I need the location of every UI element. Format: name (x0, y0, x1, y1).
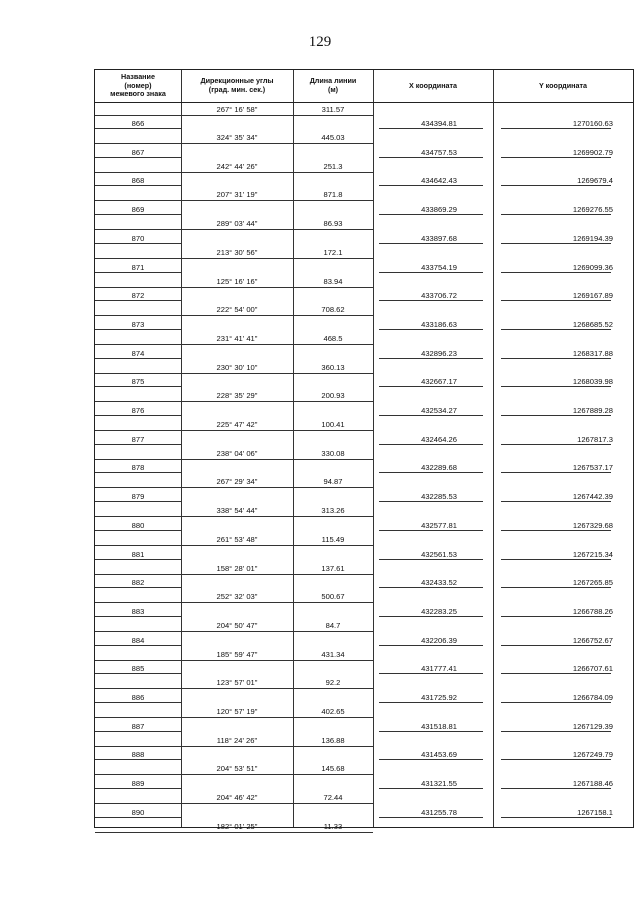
x-coordinate: 431255.78 (421, 807, 457, 817)
y-coordinate: 1267537.17 (572, 463, 613, 473)
line-length: 200.93 (321, 391, 345, 401)
x-coordinate: 434642.43 (421, 176, 457, 186)
row-rule (95, 373, 181, 374)
row-rule (501, 616, 611, 617)
direction-angle: 222° 54' 00" (216, 305, 258, 315)
y-coordinate: 1266707.61 (572, 664, 613, 674)
point-name: 872 (131, 291, 145, 301)
first-angle: 267° 16' 58" (216, 105, 258, 114)
point-name: 890 (131, 807, 145, 817)
line-length: 83.94 (323, 276, 343, 286)
table-row (95, 174, 633, 203)
y-coordinate: 1269099.36 (572, 262, 613, 272)
point-name: 888 (131, 750, 145, 760)
table-row (95, 748, 633, 777)
direction-angle: 242° 44' 26" (216, 161, 258, 171)
row-rule (181, 746, 373, 747)
row-rule (181, 315, 373, 316)
row-rule (501, 472, 611, 473)
row-rule (501, 759, 611, 760)
row-rule (181, 660, 373, 661)
y-coordinate: 1267442.39 (572, 492, 613, 502)
x-coordinate: 431453.69 (421, 750, 457, 760)
row-rule (379, 386, 483, 387)
y-coordinate: 1267889.28 (572, 406, 613, 415)
y-coordinate: 1269167.89 (572, 291, 613, 301)
row-rule (501, 788, 611, 789)
x-coordinate: 432283.25 (421, 606, 457, 616)
point-name: 866 (131, 119, 145, 128)
row-rule (95, 688, 181, 689)
x-coordinate: 432206.39 (421, 635, 457, 645)
table-row (95, 318, 633, 347)
row-rule (181, 545, 373, 546)
table-row (95, 289, 633, 318)
y-coordinate: 1267188.46 (572, 779, 613, 789)
row-rule (181, 229, 373, 230)
point-name: 885 (131, 664, 145, 674)
y-coordinate: 1266788.26 (572, 606, 613, 616)
row-rule (379, 415, 483, 416)
row-rule (379, 472, 483, 473)
row-rule (95, 788, 181, 789)
x-coordinate: 432534.27 (421, 406, 457, 415)
table-header (95, 70, 633, 103)
line-length: 137.61 (321, 563, 345, 573)
line-length: 172.1 (323, 247, 343, 257)
y-coordinate: 1269194.39 (572, 233, 613, 243)
table-row (95, 634, 633, 663)
row-rule (181, 115, 373, 116)
line-length: 84.7 (325, 620, 341, 630)
row-rule (95, 401, 181, 402)
point-name: 871 (131, 262, 145, 272)
point-name: 887 (131, 721, 145, 731)
row-rule (501, 731, 611, 732)
y-coordinate: 1268039.98 (572, 377, 613, 387)
direction-angle: 230° 30' 10" (216, 362, 258, 372)
row-rule (379, 358, 483, 359)
point-name: 881 (131, 549, 145, 559)
y-coordinate: 1269276.55 (572, 205, 613, 215)
row-rule (379, 214, 483, 215)
table-row (95, 720, 633, 749)
line-length: 94.87 (323, 477, 343, 487)
row-rule (501, 559, 611, 560)
row-rule (501, 272, 611, 273)
page-number: 129 (308, 34, 332, 50)
row-rule (181, 688, 373, 689)
row-rule (379, 329, 483, 330)
row-rule (181, 401, 373, 402)
table-row (95, 261, 633, 290)
direction-angle: 207° 31' 19" (216, 190, 258, 200)
row-rule (379, 559, 483, 560)
row-rule (95, 430, 181, 431)
row-rule (181, 717, 373, 718)
row-rule (95, 516, 181, 517)
header-name: Название (номер) межевого знака (110, 72, 166, 99)
direction-angle: 123° 57' 01" (216, 678, 258, 688)
point-name: 877 (131, 434, 145, 444)
point-name: 867 (131, 147, 145, 157)
row-rule (95, 344, 181, 345)
row-rule (95, 115, 181, 116)
y-coordinate: 1268685.52 (572, 319, 613, 329)
row-rule (95, 731, 181, 732)
line-length: 445.03 (321, 133, 345, 142)
row-rule (95, 774, 181, 775)
direction-angle: 118° 24' 26" (216, 735, 258, 745)
row-rule (379, 243, 483, 244)
table-row (95, 433, 633, 462)
row-rule (95, 631, 181, 632)
direction-angle: 120° 57' 19" (216, 707, 258, 716)
table-row (95, 203, 633, 232)
row-rule (95, 559, 181, 560)
line-length: 115.49 (321, 534, 345, 544)
x-coordinate: 432667.17 (421, 377, 457, 387)
row-rule (95, 358, 181, 359)
row-rule (95, 501, 181, 502)
table-row (95, 232, 633, 261)
row-rule (95, 300, 181, 301)
point-name: 879 (131, 492, 145, 502)
y-coordinate: 1269679.4 (577, 176, 613, 186)
row-rule (95, 545, 181, 546)
row-rule (379, 645, 483, 646)
row-rule (95, 444, 181, 445)
line-length: 871.8 (323, 190, 343, 200)
line-length: 402.65 (321, 707, 345, 716)
y-coordinate: 1270160.63 (572, 119, 613, 128)
line-length: 145.68 (321, 764, 345, 774)
y-coordinate: 1267215.34 (572, 549, 613, 559)
point-name: 878 (131, 463, 145, 473)
direction-angle: 204° 53' 51" (216, 764, 258, 774)
table-row (95, 146, 633, 175)
line-length: 251.3 (323, 161, 343, 171)
row-rule (95, 415, 181, 416)
row-rule (95, 128, 181, 129)
row-rule (379, 157, 483, 158)
line-length: 136.88 (321, 735, 345, 745)
line-length: 468.5 (323, 333, 343, 343)
table-row (95, 404, 633, 433)
point-name: 869 (131, 205, 145, 215)
direction-angle: 225° 47' 42" (216, 420, 258, 429)
x-coordinate: 431725.92 (421, 693, 457, 702)
row-rule (379, 673, 483, 674)
y-coordinate: 1269902.79 (572, 147, 613, 157)
row-rule (95, 287, 181, 288)
direction-angle: 204° 50' 47" (216, 620, 258, 630)
row-rule (95, 386, 181, 387)
row-rule (379, 272, 483, 273)
row-rule (95, 759, 181, 760)
row-rule (181, 602, 373, 603)
coordinates-table (94, 69, 634, 831)
row-rule (181, 459, 373, 460)
row-rule (95, 243, 181, 244)
y-coordinate: 1267265.85 (572, 578, 613, 588)
x-coordinate: 433754.19 (421, 262, 457, 272)
row-rule (95, 587, 181, 588)
row-rule (501, 702, 611, 703)
direction-angle: 231° 41' 41" (216, 333, 258, 343)
line-length: 11.33 (323, 821, 343, 831)
direction-angle: 238° 04' 06" (216, 448, 258, 458)
table-row (95, 576, 633, 605)
point-name: 886 (131, 693, 145, 702)
row-rule (501, 358, 611, 359)
header-angle: Дирекционные углы (град. мин. сек.) (200, 76, 274, 94)
x-coordinate: 434757.53 (421, 147, 457, 157)
x-coordinate: 431321.55 (421, 779, 457, 789)
row-rule (501, 645, 611, 646)
row-rule (95, 660, 181, 661)
line-length: 100.41 (321, 420, 345, 429)
x-coordinate: 431777.41 (421, 664, 457, 674)
table-row (95, 662, 633, 691)
row-rule (501, 587, 611, 588)
row-rule (95, 673, 181, 674)
line-length: 431.34 (321, 649, 345, 659)
row-rule (181, 832, 373, 833)
point-name: 880 (131, 520, 145, 530)
point-name: 883 (131, 606, 145, 616)
point-name: 873 (131, 319, 145, 329)
point-name: 882 (131, 578, 145, 588)
x-coordinate: 432433.52 (421, 578, 457, 588)
line-length: 708.62 (321, 305, 345, 315)
row-rule (501, 501, 611, 502)
direction-angle: 267° 29' 34" (216, 477, 258, 487)
row-rule (379, 444, 483, 445)
row-rule (181, 344, 373, 345)
direction-angle: 158° 28' 01" (216, 563, 258, 573)
row-rule (181, 287, 373, 288)
table-row (95, 691, 633, 720)
row-rule (501, 673, 611, 674)
row-rule (181, 516, 373, 517)
row-rule (379, 587, 483, 588)
table-row (95, 375, 633, 404)
direction-angle: 185° 59' 47" (216, 649, 258, 659)
direction-angle: 182° 01' 25" (216, 821, 258, 831)
row-rule (95, 746, 181, 747)
y-coordinate: 1267249.79 (572, 750, 613, 760)
row-rule (95, 214, 181, 215)
row-rule (95, 157, 181, 158)
row-rule (95, 803, 181, 804)
row-rule (181, 430, 373, 431)
row-rule (379, 788, 483, 789)
x-coordinate: 432561.53 (421, 549, 457, 559)
y-coordinate: 1266752.67 (572, 635, 613, 645)
row-rule (95, 258, 181, 259)
line-length: 86.93 (323, 219, 343, 229)
table-row (95, 519, 633, 548)
header-length: Длина линии (м) (309, 76, 357, 94)
line-length: 360.13 (321, 362, 345, 372)
row-rule (95, 315, 181, 316)
y-coordinate: 1266784.09 (572, 693, 613, 702)
row-rule (379, 300, 483, 301)
row-rule (379, 817, 483, 818)
table-row (95, 777, 633, 806)
row-rule (95, 616, 181, 617)
y-coordinate: 1267817.3 (577, 434, 613, 444)
x-coordinate: 433706.72 (421, 291, 457, 301)
row-rule (501, 300, 611, 301)
y-coordinate: 1268317.88 (572, 348, 613, 358)
row-rule (501, 214, 611, 215)
line-length: 500.67 (321, 592, 345, 602)
direction-angle: 228° 35' 29" (216, 391, 258, 401)
table-row (95, 117, 633, 146)
row-rule (95, 272, 181, 273)
direction-angle: 125° 16' 16" (216, 276, 258, 286)
x-coordinate: 431518.81 (421, 721, 457, 731)
row-rule (501, 157, 611, 158)
row-rule (95, 717, 181, 718)
y-coordinate: 1267329.68 (572, 520, 613, 530)
row-rule (95, 459, 181, 460)
direction-angle: 252° 32' 03" (216, 592, 258, 602)
point-name: 870 (131, 233, 145, 243)
direction-angle: 289° 03' 44" (216, 219, 258, 229)
table-row (95, 347, 633, 376)
row-rule (181, 631, 373, 632)
header-x: X координата (408, 80, 458, 90)
header-y: Y координата (539, 80, 587, 90)
row-rule (95, 817, 181, 818)
row-rule (95, 832, 181, 833)
first-length: 311.57 (321, 105, 345, 114)
x-coordinate: 433186.63 (421, 319, 457, 329)
line-length: 330.08 (321, 448, 345, 458)
x-coordinate: 433869.29 (421, 205, 457, 215)
row-rule (501, 444, 611, 445)
point-name: 868 (131, 176, 145, 186)
row-rule (501, 243, 611, 244)
row-rule (95, 702, 181, 703)
x-coordinate: 432464.26 (421, 434, 457, 444)
row-rule (95, 229, 181, 230)
row-rule (181, 803, 373, 804)
row-rule (181, 487, 373, 488)
row-rule (95, 200, 181, 201)
row-rule (501, 386, 611, 387)
row-rule (379, 128, 483, 129)
point-name: 889 (131, 779, 145, 789)
row-rule (501, 329, 611, 330)
table-row (95, 461, 633, 490)
x-coordinate: 432285.53 (421, 492, 457, 502)
y-coordinate: 1267129.39 (572, 721, 613, 731)
point-name: 876 (131, 406, 145, 415)
row-rule (95, 143, 181, 144)
row-rule (501, 128, 611, 129)
row-rule (95, 530, 181, 531)
row-rule (95, 185, 181, 186)
row-rule (181, 373, 373, 374)
row-rule (379, 501, 483, 502)
row-rule (95, 602, 181, 603)
row-rule (181, 172, 373, 173)
row-rule (501, 185, 611, 186)
x-coordinate: 432577.81 (421, 520, 457, 530)
point-name: 884 (131, 635, 145, 645)
row-rule (181, 258, 373, 259)
row-rule (501, 530, 611, 531)
x-coordinate: 432896.23 (421, 348, 457, 358)
row-rule (181, 574, 373, 575)
row-rule (379, 702, 483, 703)
row-rule (181, 774, 373, 775)
row-rule (95, 645, 181, 646)
row-rule (95, 574, 181, 575)
row-rule (379, 616, 483, 617)
table-row (95, 548, 633, 577)
line-length: 313.26 (321, 506, 345, 516)
table-row (95, 806, 633, 835)
row-rule (501, 817, 611, 818)
row-rule (379, 731, 483, 732)
x-coordinate: 433897.68 (421, 233, 457, 243)
table-row (95, 490, 633, 519)
direction-angle: 338° 54' 44" (216, 506, 258, 516)
direction-angle: 324° 35' 34" (216, 133, 258, 142)
row-rule (181, 143, 373, 144)
row-rule (95, 172, 181, 173)
point-name: 874 (131, 348, 145, 358)
y-coordinate: 1267158.1 (577, 807, 613, 817)
x-coordinate: 434394.81 (421, 119, 457, 128)
row-rule (379, 185, 483, 186)
row-rule (95, 487, 181, 488)
x-coordinate: 432289.68 (421, 463, 457, 473)
direction-angle: 213° 30' 56" (216, 247, 258, 257)
point-name: 875 (131, 377, 145, 387)
row-rule (95, 329, 181, 330)
row-rule (379, 530, 483, 531)
row-rule (181, 200, 373, 201)
line-length: 92.2 (325, 678, 341, 688)
table-row (95, 605, 633, 634)
direction-angle: 204° 46' 42" (216, 793, 258, 803)
row-rule (95, 472, 181, 473)
row-rule (379, 759, 483, 760)
line-length: 72.44 (323, 793, 343, 803)
row-rule (501, 415, 611, 416)
direction-angle: 261° 53' 48" (216, 534, 258, 544)
